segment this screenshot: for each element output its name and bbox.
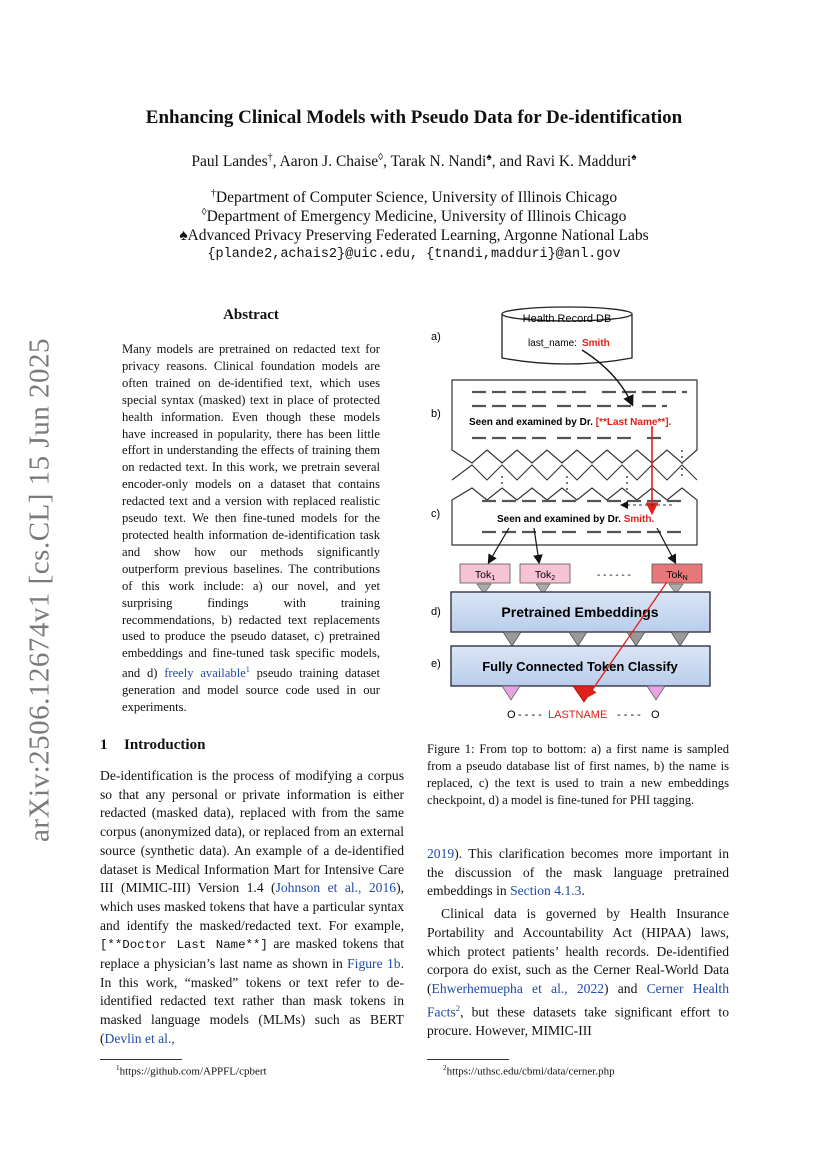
author-mark: ♠ xyxy=(486,152,492,163)
body-text: , but these datasets take significant effort to procure. However, MIMIC-III xyxy=(427,1004,729,1038)
flow-triangles xyxy=(503,632,689,646)
masked-sentence: Seen and examined by Dr. [**Last Name**]. xyxy=(469,417,672,428)
author-name: Tarak N. Nandi xyxy=(390,153,487,171)
citation-link[interactable]: Ehwerhemuepha et al., 2022 xyxy=(431,980,605,996)
author-list xyxy=(0,152,828,171)
citation-link[interactable]: Johnson et al., 2016 xyxy=(275,880,397,896)
panel-label-d: d) xyxy=(431,606,441,618)
masked-document xyxy=(452,380,697,463)
author-mark: ♠ xyxy=(631,152,637,163)
svg-text:Tok1: Tok1 xyxy=(474,569,496,582)
body-text: De-identification is the process of modifying a corpus so that any personal or private information is either redacted (masked data), replaced with from the same corpus (anonymized data), or replaced from an external source (synthetic data). An example of a de-identified dataset is Medical Information Mart for Intensive Care III (MIMIC-III) Version 1.4 ( xyxy=(100,768,404,896)
arxiv-sidebar xyxy=(20,340,60,840)
footnote-mark: 1 xyxy=(116,1064,120,1072)
affiliation-mark: ◊ xyxy=(201,207,207,218)
db-field-name: last_name: xyxy=(528,338,577,349)
replaced-sentence: Seen and examined by Dr. Smith. xyxy=(497,514,655,525)
abstract-body-text: Many models are pretrained on redacted text for privacy reasons. Clinical foundation models are often trained on de-identified text, which uses special syntax (masked) text in place of protected health information. Even though these models have increased in popularity, there has been little effort in understanding the effects of training them on redacted text. In this work, we pretrain several encoder-only models on a dataset that contains redacted text and a version with replaced realistic pseudo text. We then fine-tuned models for the protected health information de-identification task and show how our methods significantly outperform previous baselines. The contributions of this work include: a) our novel, and yet surprising findings with training recommendations, b) redacted text replacements used to produce the pseudo dataset, c) pretrained embeddings and fine-tuned task specific models, and d) xyxy=(122,342,380,681)
panel-label-c: c) xyxy=(431,508,441,520)
arxiv-identifier: arXiv:2506.12674v1 [cs.CL] 15 Jun 2025 xyxy=(23,338,56,842)
affiliation-mark: ♠ xyxy=(179,227,188,244)
abstract-heading: Abstract xyxy=(223,307,279,323)
embeddings-label: Pretrained Embeddings xyxy=(501,604,659,620)
introduction-paragraph xyxy=(100,767,404,1049)
section-heading xyxy=(100,737,205,754)
db-field-value: Smith xyxy=(582,338,610,349)
footnote-url[interactable]: https://github.com/APPFL/cpbert xyxy=(119,1065,267,1078)
paper-title: Enhancing Clinical Models with Pseudo Data for De-identification xyxy=(145,107,683,128)
token-ellipsis: - - - - - - xyxy=(597,570,631,581)
tear-edge xyxy=(452,465,697,480)
panel-label-e: e) xyxy=(431,658,441,670)
figure-caption: Figure 1: From top to bottom: a) a first name is sampled from a pseudo database list of first names, b) the name is replaced, c) the text is used to train a new embeddings checkpoint, d) a model is fine-tuned for PHI tagging. xyxy=(427,742,729,807)
footnote-rule xyxy=(100,1059,182,1060)
footnote xyxy=(443,1064,615,1078)
embeddings-layer xyxy=(451,592,710,632)
author-separator: , and xyxy=(491,153,526,171)
affiliation xyxy=(0,207,828,226)
author-mark: ◊ xyxy=(378,152,384,163)
author-name: Ravi K. Madduri xyxy=(525,153,632,171)
footnote-rule xyxy=(427,1059,509,1060)
classifier-label: Fully Connected Token Classify xyxy=(482,659,678,674)
right-column-text xyxy=(427,845,729,1041)
footnote-mark: 2 xyxy=(443,1064,447,1072)
svg-text:Tok2: Tok2 xyxy=(534,569,556,582)
panel-label-b: b) xyxy=(431,408,441,420)
section-number: 1 xyxy=(100,737,108,753)
figure-1 xyxy=(427,300,733,730)
paragraph xyxy=(427,905,729,1040)
body-text: ). This clarification becomes more important in the discussion of the mask language pretrained embeddings in xyxy=(427,846,729,899)
author-name: Paul Landes xyxy=(191,153,268,171)
output-label: O xyxy=(507,709,516,721)
body-text: are masked tokens that replace a physician’s last name as shown in xyxy=(100,936,404,972)
db-title: Health Record DB xyxy=(522,313,612,325)
footnote-ref[interactable]: 2 xyxy=(455,1002,461,1013)
output-dots: - - - - xyxy=(617,709,641,721)
svg-text:TokN: TokN xyxy=(666,569,688,582)
masked-token-code: [**Doctor Last Name**] xyxy=(100,938,268,953)
author-mark: † xyxy=(267,152,273,163)
section-title: Introduction xyxy=(124,737,206,753)
footnote-ref[interactable]: 1 xyxy=(245,665,250,675)
body-text: Clinical data is governed by Health Insurance Portability and Accountability Act (HIPAA) laws, which protect patients’ health records. De-identified corpora do exist, such as the Cerner Real-World Data ( xyxy=(427,906,729,996)
cerner-link[interactable]: Cerner Health Facts xyxy=(427,980,730,1020)
classifier-layer xyxy=(451,646,710,686)
output-triangle-highlight xyxy=(573,686,595,702)
abstract-body-text: pseudo training dataset generation and model source code used in our experiments. xyxy=(122,666,380,715)
body-text: . In this work, “masked” tokens or text refer to de-identified redacted text rather than mask tokens in masked language models (MLMs) such as BERT ( xyxy=(100,956,404,1046)
replaced-document xyxy=(452,488,697,545)
affiliation xyxy=(0,227,828,245)
author-name: Aaron J. Chaise xyxy=(279,153,379,171)
body-text: . xyxy=(581,883,585,899)
body-text: ) and xyxy=(604,980,647,996)
author-separator: , xyxy=(383,153,391,171)
token-box xyxy=(652,564,702,583)
output-label-highlight: LASTNAME xyxy=(548,709,608,721)
affiliation-text: Department of Computer Science, University of Illinois Chicago xyxy=(215,189,618,207)
output-dots: - - - - xyxy=(518,709,542,721)
figure-ref-link[interactable]: Figure 1b xyxy=(347,956,401,972)
author-emails: {plande2,achais2}@uic.edu, {tnandi,madduri}@anl.gov xyxy=(207,247,621,262)
body-text: ), which uses masked tokens that have a particular syntax and identify the masked/redacted text. For example, xyxy=(100,880,404,933)
database-icon xyxy=(502,307,632,364)
token-box xyxy=(520,564,570,583)
footnote xyxy=(116,1064,267,1078)
paragraph xyxy=(427,845,729,901)
footnote-url[interactable]: https://uthsc.edu/cbmi/data/cerner.php xyxy=(446,1065,615,1078)
citation-link[interactable]: 2019 xyxy=(427,846,455,861)
section-ref-link[interactable]: Section 4.1.3 xyxy=(510,883,582,899)
affiliation-mark: † xyxy=(210,188,216,199)
author-separator: , xyxy=(272,153,280,171)
citation-link[interactable]: Devlin et al., xyxy=(104,1030,175,1046)
token-box xyxy=(460,564,510,583)
affiliation xyxy=(0,188,828,207)
freely-available-link[interactable]: freely available xyxy=(164,666,246,681)
abstract-text xyxy=(122,341,380,716)
affiliation-text: Advanced Privacy Preserving Federated Learning, Argonne National Labs xyxy=(187,227,649,244)
output-label: O xyxy=(651,709,660,721)
affiliation-text: Department of Emergency Medicine, University of Illinois Chicago xyxy=(206,208,627,226)
panel-label-a: a) xyxy=(431,331,441,343)
